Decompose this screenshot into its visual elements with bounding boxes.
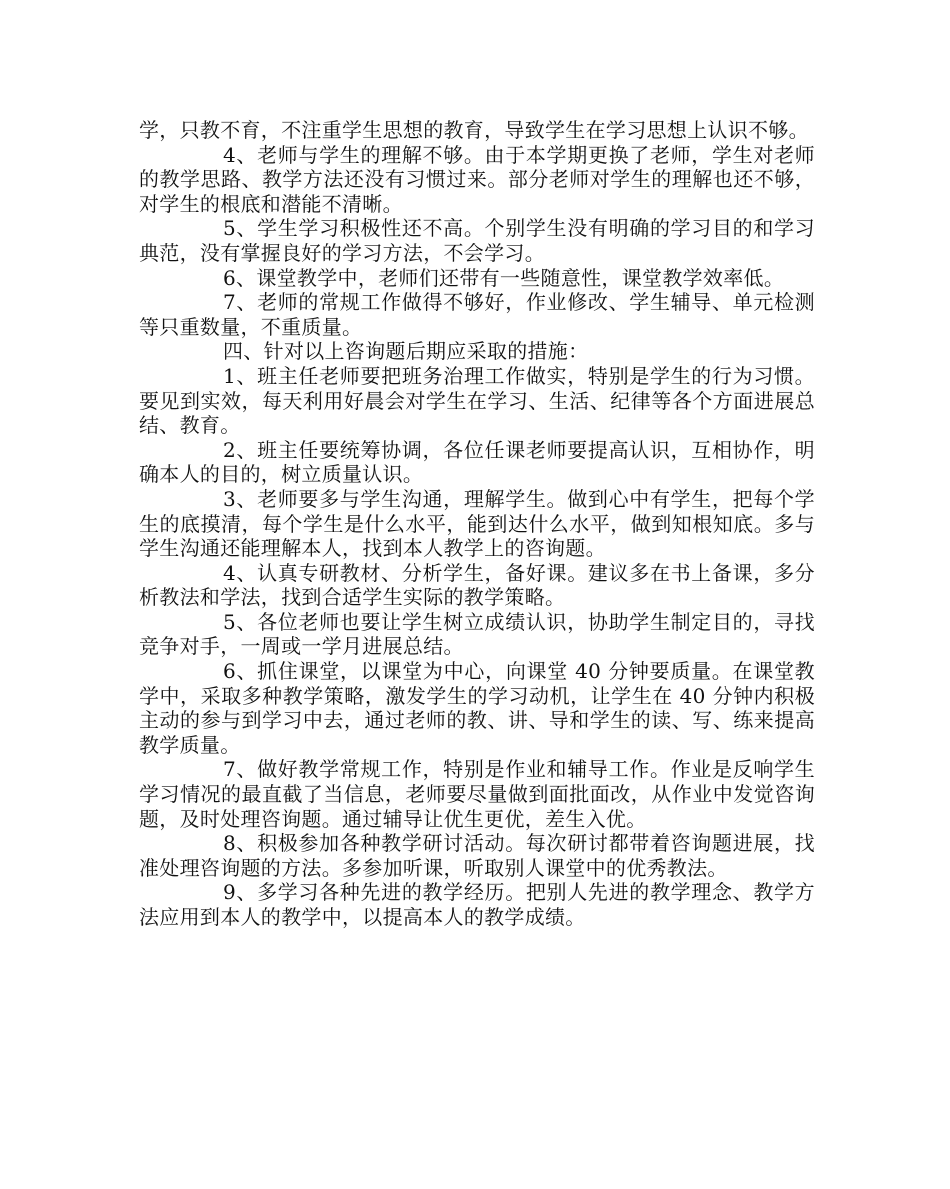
paragraph-problem-7: 7、老师的常规工作做得不够好，作业修改、学生辅导、单元检测等只重数量，不重质量。 [139, 290, 815, 339]
paragraph-problem-4: 4、老师与学生的理解不够。由于本学期更换了老师，学生对老师的教学思路、教学方法还没有习惯过来。部分老师对学生的理解也还不够，对学生的根底和潜能不清晰。 [139, 142, 815, 216]
paragraph-continuation: 学，只教不育，不注重学生思想的教育，导致学生在学习思想上认识不够。 [139, 118, 809, 142]
paragraph-measure-4: 4、认真专研教材、分析学生，备好课。建议多在书上备课，多分析教法和学法，找到合适学生实际的教学策略。 [139, 560, 815, 610]
paragraph-measure-7: 7、做好教学常规工作，特别是作业和辅导工作。作业是反响学生学习情况的最直截了当信息，老师要尽量做到面批面改，从作业中发觉咨询题，及时处理咨询题。通过辅导让优生更优，差生入优。 [139, 757, 815, 831]
paragraph-problem-5: 5、学生学习积极性还不高。个别学生没有明确的学习目的和学习典范，没有掌握良好的学习方法，不会学习。 [139, 216, 815, 265]
paragraph-measure-3: 3、老师要多与学生沟通，理解学生。做到心中有学生，把每个学生的底摸清，每个学生是什么水平，能到达什么水平，做到知根知底。多与学生沟通还能理解本人，找到本人教学上的咨询题。 [139, 486, 815, 561]
document-body [139, 118, 815, 930]
paragraph-measure-1: 1、班主任老师要把班务治理工作做实，特别是学生的行为习惯。要见到实效，每天利用好晨会对学生在学习、生活、纪律等各个方面进展总结、教育。 [139, 363, 815, 438]
paragraph-problem-6: 6、课堂教学中，老师们还带有一些随意性，课堂教学效率低。 [223, 265, 785, 290]
section-heading-measures: 四、针对以上咨询题后期应采取的措施： [223, 339, 589, 364]
paragraph-measure-9: 9、多学习各种先进的教学经历。把别人先进的教学理念、教学方法应用到本人的教学中，以提高本人的教学成绩。 [139, 880, 815, 929]
paragraph-measure-5: 5、各位老师也要让学生树立成绩认识，协助学生制定目的，寻找竞争对手，一周或一学月进展总结。 [139, 609, 815, 659]
paragraph-measure-2: 2、班主任要统筹协调，各位任课老师要提高认识，互相协作，明确本人的目的，树立质量认识。 [139, 437, 815, 487]
paragraph-measure-6: 6、抓住课堂，以课堂为中心，向课堂 40 分钟要质量。在课堂教学中，采取多种教学策略，激发学生的学习动机，让学生在 40 分钟内积极主动的参与到学习中去，通过老师的教、讲、导和学生的读、写、练来提高教学质量。 [139, 659, 815, 757]
paragraph-measure-8: 8、积极参加各种教学研讨活动。每次研讨都带着咨询题进展，找准处理咨询题的方法。多参加听课，听取别人课堂中的优秀教法。 [139, 831, 815, 880]
